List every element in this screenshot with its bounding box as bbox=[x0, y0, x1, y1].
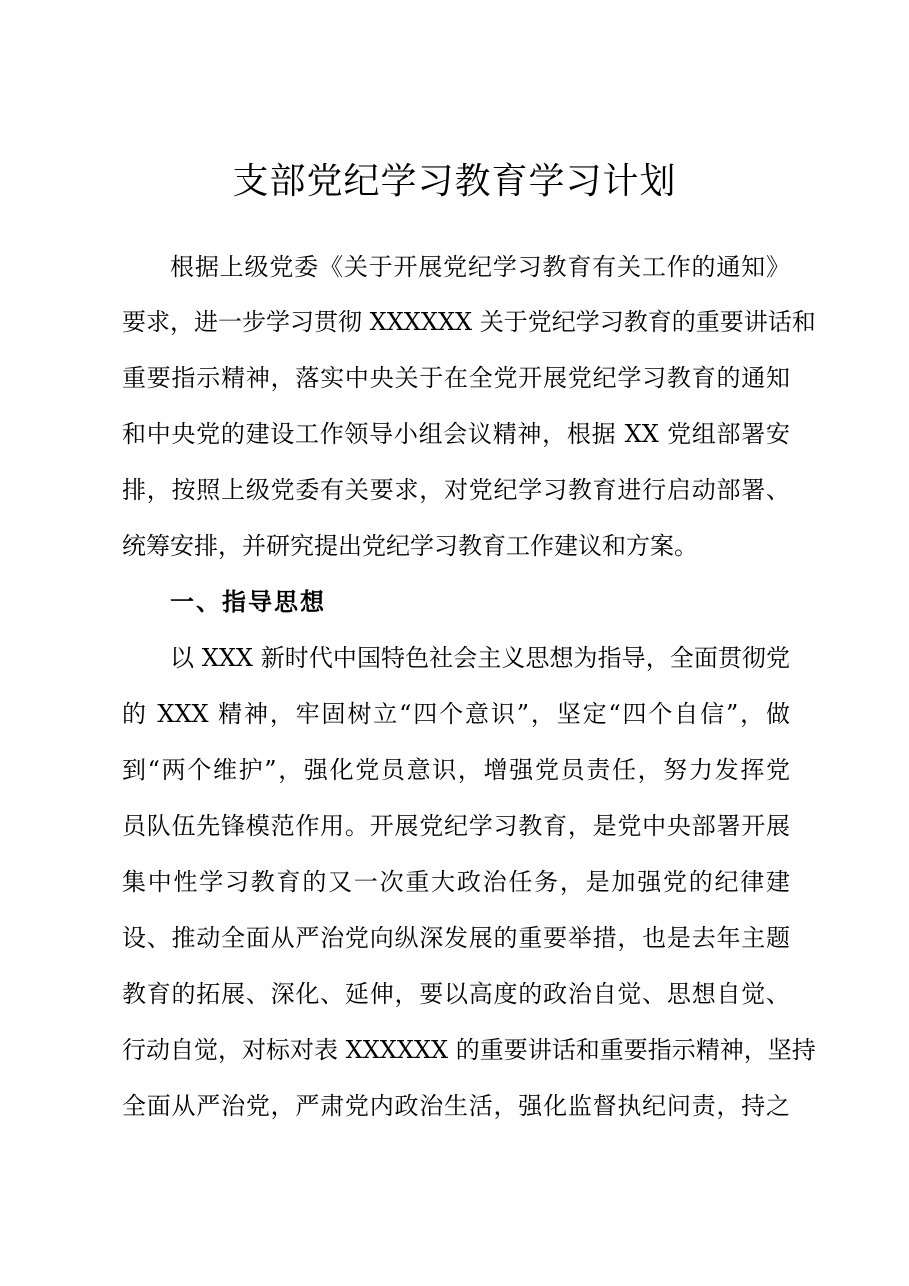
paragraph-line: 和中央党的建设工作领导小组会议精神，根据 XX 党组部署安 bbox=[122, 420, 790, 448]
paragraph-line: 统筹安排，并研究提出党纪学习教育工作建议和方案。 bbox=[122, 532, 698, 560]
document-title: 支部党纪学习教育学习计划 bbox=[232, 161, 677, 202]
paragraph-line: 集中性学习教育的又一次重大政治任务，是加强党的纪律建 bbox=[122, 868, 790, 896]
paragraph-line: 根据上级党委《关于开展党纪学习教育有关工作的通知》 bbox=[170, 253, 790, 281]
paragraph-line: 重要指示精神，落实中央关于在全党开展党纪学习教育的通知 bbox=[122, 364, 790, 392]
paragraph-line: 行动自觉，对标对表 XXXXXX 的重要讲话和重要指示精神，坚持 bbox=[122, 1036, 816, 1064]
paragraph-line: 教育的拓展、深化、延伸，要以高度的政治自觉、思想自觉、 bbox=[122, 980, 790, 1008]
paragraph-line: 的 XXX 精神，牢固树立“四个意识”，坚定“四个自信”，做 bbox=[122, 700, 790, 728]
paragraph-line: 要求，进一步学习贯彻 XXXXXX 关于党纪学习教育的重要讲话和 bbox=[122, 308, 816, 336]
section-heading: 一、指导思想 bbox=[170, 588, 326, 616]
paragraph-line: 到“两个维护”，强化党员意识，增强党员责任，努力发挥党 bbox=[122, 756, 790, 784]
paragraph-line: 排，按照上级党委有关要求，对党纪学习教育进行启动部署、 bbox=[122, 476, 790, 504]
paragraph-line: 全面从严治党，严肃党内政治生活，强化监督执纪问责，持之 bbox=[122, 1092, 790, 1120]
paragraph-line: 设、推动全面从严治党向纵深发展的重要举措，也是去年主题 bbox=[122, 924, 790, 952]
paragraph-line: 员队伍先锋模范作用。开展党纪学习教育，是党中央部署开展 bbox=[122, 812, 790, 840]
paragraph-line: 以 XXX 新时代中国特色社会主义思想为指导，全面贯彻党 bbox=[170, 644, 790, 672]
